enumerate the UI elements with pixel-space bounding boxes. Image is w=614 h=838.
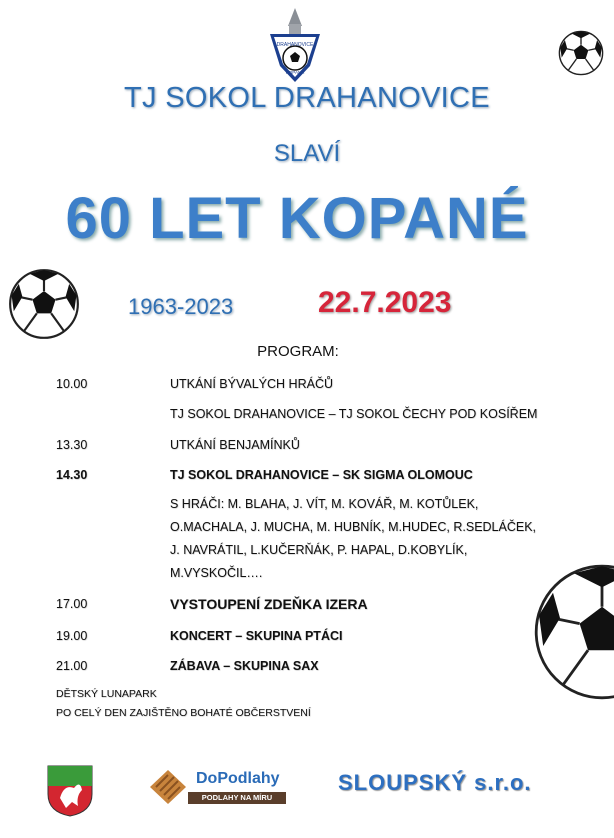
program-item: ZÁBAVA – SKUPINA SAX: [170, 659, 319, 673]
program-item: S HRÁČI: M. BLAHA, J. VÍT, M. KOVÁŘ, M. KOTŮLEK,: [170, 497, 479, 511]
program-time: 14.30: [56, 468, 88, 482]
club-name: TJ SOKOL DRAHANOVICE: [124, 82, 490, 114]
club-logo: [266, 4, 324, 84]
sloupsky-logo: SLOUPSKÝ s.r.o.: [338, 770, 532, 795]
soccer-ball-icon: [532, 562, 614, 702]
celebrates-text: SLAVÍ: [273, 140, 341, 167]
program-time: 17.00: [56, 597, 88, 611]
dopodlahy-tagline: PODLAHY NA MÍRU: [188, 792, 286, 804]
municipality-crest-icon: [46, 764, 94, 818]
program-item: O.MACHALA, J. MUCHA, M. HUBNÍK, M.HUDEC, R.SEDLÁČEK,: [170, 520, 537, 534]
headline: 60 LET KOPANÉ: [65, 186, 529, 251]
program-time: 21.00: [56, 659, 88, 673]
soccer-ball-icon: [8, 268, 80, 340]
program-item: UTKÁNÍ BÝVALÝCH HRÁČŮ: [170, 377, 333, 391]
program-item: TJ SOKOL DRAHANOVICE – SK SIGMA OLOMOUC: [170, 468, 473, 482]
dopodlahy-name: DoPodlahy: [196, 770, 280, 787]
logo-text: DRAHANOVICE: [276, 42, 314, 48]
event-date: 22.7.2023: [318, 286, 452, 319]
footer-line-1: DĚTSKÝ LUNAPARK: [56, 688, 157, 700]
program-time: 19.00: [56, 629, 88, 643]
program-item: J. NAVRÁTIL, L.KUČERŇÁK, P. HAPAL, D.KOBYLÍK,: [170, 543, 468, 557]
years-range: 1963-2023: [128, 294, 234, 319]
program-item: TJ SOKOL DRAHANOVICE – TJ SOKOL ČECHY POD KOSÍŘEM: [170, 407, 538, 421]
parquet-icon: [148, 768, 188, 806]
soccer-ball-icon: [558, 30, 604, 76]
program-time: 13.30: [56, 438, 88, 452]
program-item: UTKÁNÍ BENJAMÍNKŮ: [170, 438, 300, 452]
program-item: M.VYSKOČIL….: [170, 566, 263, 580]
footer-line-2: PO CELÝ DEN ZAJIŠTĚNO BOHATÉ OBČERSTVENÍ: [56, 707, 311, 719]
program-item: VYSTOUPENÍ ZDEŇKA IZERA: [170, 596, 368, 612]
program-time: 10.00: [56, 377, 88, 391]
program-title: PROGRAM:: [257, 343, 339, 360]
program-item: KONCERT – SKUPINA PTÁCI: [170, 629, 343, 643]
dopodlahy-logo: [148, 768, 288, 806]
logo-subtext: KOPANÁ: [285, 70, 305, 75]
